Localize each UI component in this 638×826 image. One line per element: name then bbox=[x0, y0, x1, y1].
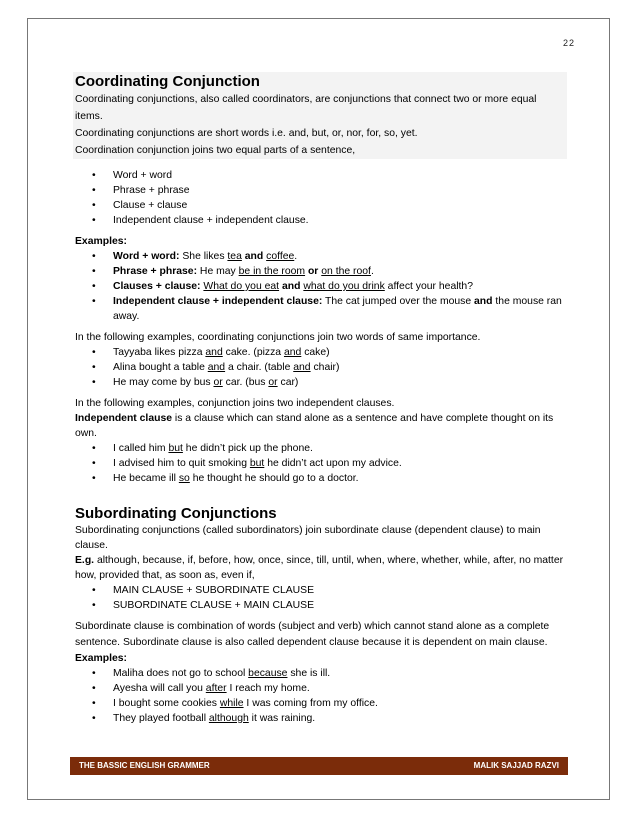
underlined-text: but bbox=[249, 458, 265, 469]
text: a chair. (table bbox=[225, 362, 294, 373]
underlined-text: because bbox=[248, 668, 288, 679]
subordinating-intro: Subordinating conjunctions (called subordinators) join subordinate clause (dependent clause) to main clause. bbox=[75, 525, 541, 551]
independent-clause-definition bbox=[75, 411, 567, 441]
underlined-text: be in the room bbox=[238, 266, 306, 277]
list-item bbox=[75, 681, 567, 696]
list-item bbox=[75, 375, 567, 390]
text: affect your health? bbox=[384, 281, 473, 292]
list-item bbox=[75, 294, 567, 324]
subordinating-examples-label: Examples: bbox=[75, 653, 127, 664]
text: he didn’t act upon my advice. bbox=[264, 458, 402, 469]
list-item: • Phrase + phrase bbox=[75, 183, 567, 198]
underlined-text: but bbox=[168, 443, 183, 454]
page-number: 22 bbox=[562, 38, 575, 48]
coordinating-examples-list bbox=[75, 249, 567, 324]
underlined-text: tea bbox=[227, 251, 242, 262]
text: he thought he should go to a doctor. bbox=[189, 473, 359, 484]
text: He may come by bus bbox=[113, 377, 214, 388]
list-item bbox=[75, 471, 567, 486]
list-item bbox=[75, 345, 567, 360]
list-item bbox=[75, 711, 567, 726]
example-label: Clauses + clause: bbox=[113, 281, 201, 292]
text: . bbox=[370, 266, 374, 277]
list-item bbox=[75, 441, 567, 456]
example-label: Independent clause + independent clause: bbox=[113, 296, 323, 307]
text: . bbox=[294, 251, 298, 262]
coordinating-intro-block bbox=[73, 72, 567, 159]
underlined-text: and bbox=[205, 347, 223, 358]
text: They played football bbox=[113, 713, 209, 724]
list-item bbox=[75, 456, 567, 471]
example-label: Phrase + phrase: bbox=[113, 266, 198, 277]
underlined-text: or bbox=[213, 377, 223, 388]
text: the mouse ran away. bbox=[113, 296, 562, 322]
underlined-text: after bbox=[205, 683, 227, 694]
underlined-text: or bbox=[268, 377, 278, 388]
text: she is ill. bbox=[287, 668, 331, 679]
page-content bbox=[75, 72, 567, 726]
text: Maliha does not go to school bbox=[113, 668, 249, 679]
coordinating-examples-label: Examples: bbox=[75, 236, 127, 247]
text: I was coming from my office. bbox=[243, 698, 378, 709]
example-label: Word + word: bbox=[113, 251, 180, 262]
underlined-text: and bbox=[293, 362, 311, 373]
clauses-intro: In the following examples, conjunction joins two independent clauses. bbox=[75, 398, 395, 409]
conjunction: or bbox=[307, 266, 319, 277]
text: She likes bbox=[179, 251, 228, 262]
list-item bbox=[75, 666, 567, 681]
text: chair) bbox=[310, 362, 340, 373]
conjunction: and bbox=[474, 296, 493, 307]
text: Tayyaba likes pizza bbox=[113, 347, 206, 358]
text: I advised him to quit smoking bbox=[113, 458, 250, 469]
eg-list: although, because, if, before, how, once, since, till, until, when, where, whether, while, after, no matter how, provided that, as soon as, even if, bbox=[75, 555, 564, 581]
text: cake) bbox=[301, 347, 330, 358]
list-item: • Independent clause + independent clause. bbox=[75, 213, 567, 228]
coordinating-patterns-list bbox=[75, 168, 567, 228]
words-intro: In the following examples, coordinating conjunctions join two words of same importance. bbox=[75, 332, 481, 343]
coordinating-intro-1: Coordinating conjunctions, also called coordinators, are conjunctions that connect two or more equal items. bbox=[75, 94, 537, 122]
list-item bbox=[75, 696, 567, 711]
page-footer bbox=[70, 757, 568, 775]
coordinating-intro-2: Coordinating conjunctions are short words i.e. and, but, or, nor, for, so, yet. bbox=[75, 128, 418, 139]
underlined-text: while bbox=[219, 698, 244, 709]
text: He became ill bbox=[113, 473, 179, 484]
list-item bbox=[75, 279, 567, 294]
definition-text: is a clause which can stand alone as a sentence and have complete thought on its own. bbox=[75, 413, 554, 439]
conjunction: and bbox=[244, 251, 264, 262]
underlined-text: although bbox=[208, 713, 249, 724]
clause-examples-list bbox=[75, 441, 567, 486]
subordinating-patterns-list bbox=[75, 583, 567, 613]
text: I called him bbox=[113, 443, 169, 454]
subordinating-examples-list bbox=[75, 666, 567, 726]
footer-author: MALIK SAJJAD RAZVI bbox=[473, 761, 559, 770]
text: he didn’t pick up the phone. bbox=[182, 443, 313, 454]
text: Ayesha will call you bbox=[113, 683, 206, 694]
text: I bought some cookies bbox=[113, 698, 220, 709]
text: cake. (pizza bbox=[222, 347, 284, 358]
eg-label: E.g. bbox=[75, 555, 95, 566]
text: Alina bought a table bbox=[113, 362, 208, 373]
underlined-text: and bbox=[283, 347, 302, 358]
conjunction: and bbox=[281, 281, 301, 292]
coordinating-heading: Coordinating Conjunction bbox=[75, 73, 260, 90]
underlined-text: What do you eat bbox=[203, 281, 280, 292]
text: I reach my home. bbox=[226, 683, 310, 694]
list-item: • Clause + clause bbox=[75, 198, 567, 213]
underlined-text: coffee bbox=[266, 251, 295, 262]
subordinate-clause-definition: Subordinate clause is combination of words (subject and verb) which cannot stand alone as a complete sentence. Subordinate clause is also called dependent clause because it is dependent on main clause. bbox=[75, 621, 550, 648]
term: Independent clause bbox=[75, 413, 173, 424]
underlined-text: and bbox=[207, 362, 226, 373]
list-item: • Word + word bbox=[75, 168, 567, 183]
coordinating-intro-3: Coordination conjunction joins two equal parts of a sentence, bbox=[75, 145, 356, 156]
underlined-text: so bbox=[178, 473, 190, 484]
subordinating-heading: Subordinating Conjunctions bbox=[75, 505, 277, 522]
list-item: • MAIN CLAUSE + SUBORDINATE CLAUSE bbox=[75, 583, 567, 598]
list-item bbox=[75, 360, 567, 375]
word-examples-list bbox=[75, 345, 567, 390]
text: car) bbox=[277, 377, 299, 388]
text: He may bbox=[197, 266, 239, 277]
list-item bbox=[75, 264, 567, 279]
footer-book-title: THE BASSIC ENGLISH GRAMMER bbox=[79, 761, 210, 770]
text: The cat jumped over the mouse bbox=[322, 296, 475, 307]
list-item: • SUBORDINATE CLAUSE + MAIN CLAUSE bbox=[75, 598, 567, 613]
text: car. (bus bbox=[222, 377, 269, 388]
text: it was raining. bbox=[248, 713, 316, 724]
subordinating-eg bbox=[75, 553, 567, 583]
underlined-text: what do you drink bbox=[303, 281, 385, 292]
list-item bbox=[75, 249, 567, 264]
underlined-text: on the roof bbox=[321, 266, 371, 277]
